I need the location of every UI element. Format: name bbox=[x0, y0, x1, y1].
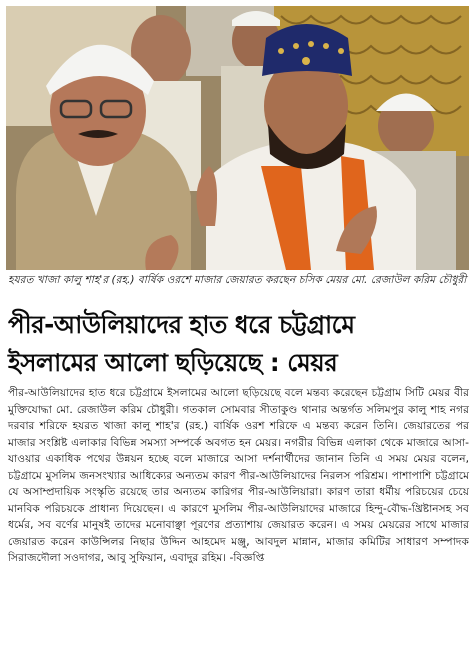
headline-line-1: পীর-আউলিয়াদের হাত ধরে চট্টগ্রামে bbox=[8, 310, 355, 339]
photo-illustration bbox=[6, 6, 469, 270]
headline bbox=[8, 306, 470, 382]
news-photo bbox=[6, 6, 469, 270]
article-body: পীর-আউলিয়াদের হাত ধরে চট্টগ্রামে ইসলামের আলো ছড়িয়েছে বলে মন্তব্য করেছেন চট্টগ্রাম সিটি মেয়র বীর মুক্তিযোদ্ধা মো. রেজাউল করিম চৌধুরী। গতকাল সোমবার সীতাকুণ্ড থানার অন্তর্গত সলিমপুর কালু শাহ নগর দরবার শরিফে হযরত খাজা কালু শাহ'র (রহ.) বার্ষিক ওরশ শরিফে এ মন্তব্য করেন তিনি। জেয়ারতের পর মাজার সংশ্লিষ্ট এলাকার বিভিন্ন সমস্যা সম্পর্কে অবগত হন মেয়র। নগরীর বিভিন্ন এলাকা থেকে মাজারে আসা-যাওয়ার একাধিক পথের উন্নয়ন হচ্ছে বলে মাজারে আসা দর্শনার্থীদের জানান তিনি এ সময় মেয়র বলেন, চট্টগ্রামে মুসলিম জনসংখ্যার আধিক্যের অন্যতম কারণ পীর-আউলিয়াদের নিরলস পরিশ্রম। পাশাপাশি চট্টগ্রামে যে অসাম্প্রদায়িক সংস্কৃতি রয়েছে তার অন্যতম কারিগর পীর-আউলিয়ারা। কারণ তারা ধর্মীয় পরিচয়ের চেয়ে মানবিক পরিচয়কে প্রাধান্য দিয়েছেন। এ কারণে মুসলিম পীর-আউলিয়াদের মাজারে হিন্দু-বৌদ্ধ-খ্রিষ্টানসহ সব ধর্মের, সব বর্ণের মানুষই তাদের মনোবাঞ্ছা পূরণের প্রত্যাশায় জেয়ারত করেন। এ সময় মেয়রের সাথে মাজার জেয়ারত করেন কাউন্সিলর নিছার উদ্দিন আহমেদ মঞ্জু, আবদুল মান্নান, মাজার কমিটির সাধারণ সম্পাদক সিরাজদৌলা সওদাগর, আবু সুফিয়ান, এবাদুর রহিম। -বিজ্ঞপ্তি bbox=[8, 386, 469, 564]
headline-line-2: ইসলামের আলো ছড়িয়েছে : মেয়র bbox=[8, 348, 338, 377]
photo-caption: হযরত খাজা কালু শাহ'র (রহ.) বার্ষিক ওরশে মাজার জেয়ারত করছেন চসিক মেয়র মো. রেজাউল করিম চৌধুরী bbox=[8, 274, 467, 286]
